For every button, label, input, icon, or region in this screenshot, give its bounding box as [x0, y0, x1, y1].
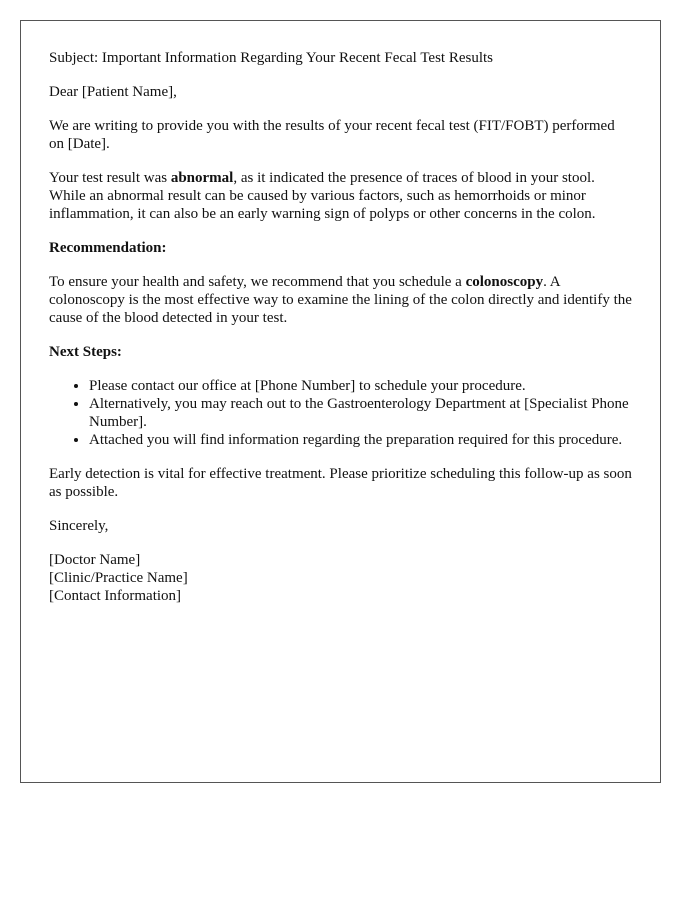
signature-block	[49, 551, 632, 605]
doctor-name: [Doctor Name]	[49, 552, 141, 568]
result-paragraph	[49, 169, 632, 223]
result-status: abnormal	[170, 170, 234, 186]
list-item: • Attached you will find information regarding the preparation required for this procedure.	[89, 431, 632, 449]
next-steps-heading-text: Next Steps:	[49, 344, 122, 360]
signoff: Sincerely,	[49, 518, 109, 534]
closing-paragraph: Early detection is vital for effective treatment. Please prioritize scheduling this follow-up as soon as possible.	[49, 466, 632, 500]
result-text-before: Your test result was	[49, 170, 171, 186]
clinic-name: [Clinic/Practice Name]	[49, 570, 188, 586]
list-item: • Please contact our office at [Phone Number] to schedule your procedure.	[89, 377, 632, 395]
list-item: • Alternatively, you may reach out to the Gastroenterology Department at [Specialist Phone Number].	[89, 395, 632, 431]
recommendation-heading	[49, 239, 632, 257]
recommended-procedure: colonoscopy	[465, 274, 544, 290]
recommendation-heading-text: Recommendation:	[49, 240, 167, 256]
letter	[20, 20, 661, 783]
recommendation-text-after: . A colonoscopy is the most effective way to examine the lining of the colon directly and identify the cause of the blood detected in your test.	[49, 274, 632, 326]
recommendation-text-before: To ensure your health and safety, we recommend that you schedule a	[49, 274, 466, 290]
subject-line: Subject: Important Information Regarding Your Recent Fecal Test Results	[49, 50, 494, 66]
next-steps-heading	[49, 343, 632, 361]
greeting: Dear [Patient Name],	[49, 84, 177, 100]
result-text-after: , as it indicated the presence of traces of blood in your stool. While an abnormal result can be caused by various factors, such as hemorrhoids or minor inflammation, it can also be an early warning sign of polyps or other concerns in the colon.	[49, 170, 596, 222]
contact-information: [Contact Information]	[49, 588, 182, 604]
recommendation-paragraph	[49, 273, 632, 327]
next-steps-list	[49, 377, 632, 449]
intro-paragraph: We are writing to provide you with the results of your recent fecal test (FIT/FOBT) performed on [Date].	[49, 118, 615, 152]
